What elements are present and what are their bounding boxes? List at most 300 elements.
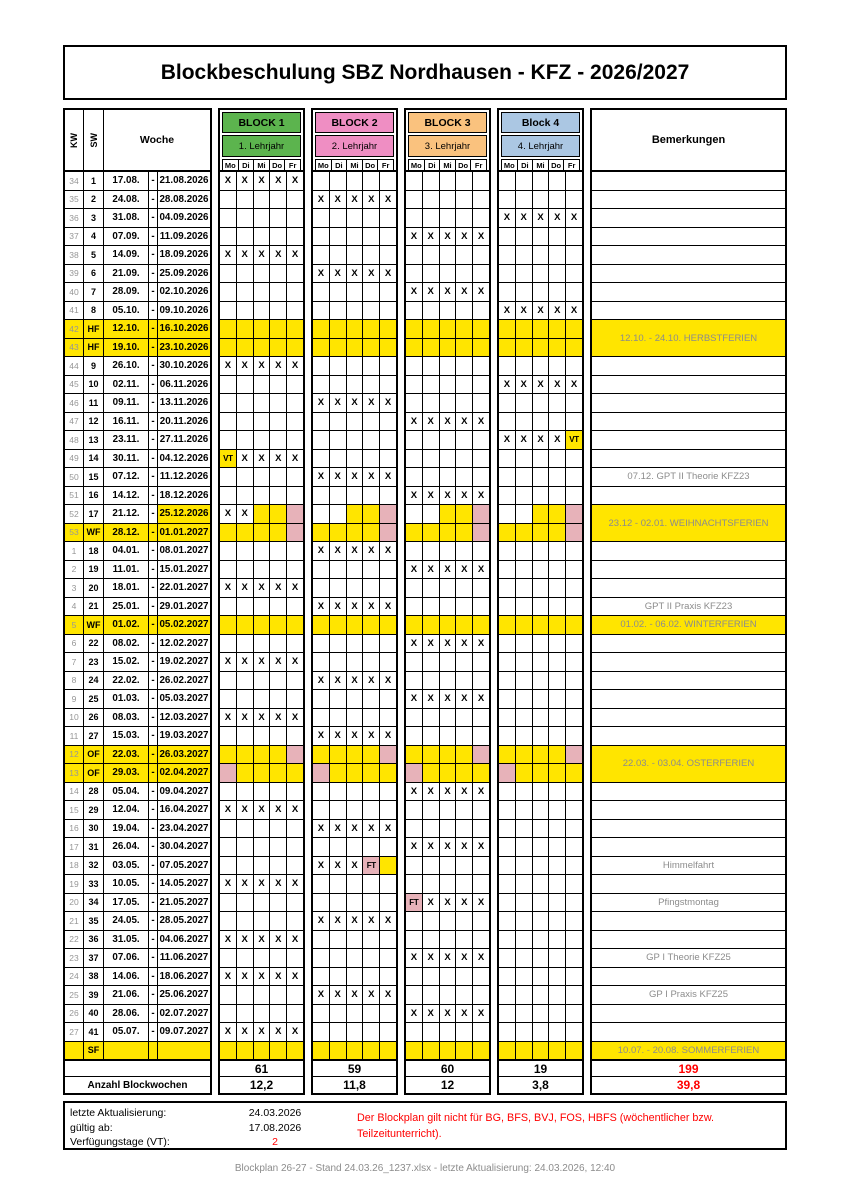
day-cell [533,690,550,709]
table-row [313,709,396,728]
day-cell [566,857,582,876]
day-cell: X [473,487,489,506]
day-cell: X [254,968,271,987]
day-cell [270,209,287,228]
table-row [313,598,396,617]
day-cell [363,283,380,302]
table-row [406,801,489,820]
day-cell [516,912,533,931]
day-cell [499,635,516,654]
day-cell [456,616,473,635]
day-cell [347,709,364,728]
day-cell [254,635,271,654]
valid-from-label: gültig ab: [70,1121,113,1134]
day-cell [533,191,550,210]
day-cell [456,579,473,598]
day-cell: X [287,801,303,820]
table-row [313,1005,396,1024]
kw-cell: 42 [65,320,84,339]
day-cell [237,690,254,709]
valid-from-value: 17.08.2026 [248,1121,302,1134]
week-start-cell: 12.04. [104,801,149,820]
day-cell [499,468,516,487]
table-row [406,468,489,487]
table-row [220,357,303,376]
day-cell [566,505,582,524]
table-row [406,1023,489,1042]
table-row [65,542,210,561]
day-cell [220,431,237,450]
table-row [313,468,396,487]
day-cell [473,394,489,413]
table-row [406,820,489,839]
day-cell [440,820,457,839]
week-end-cell: 07.05.2027 [158,857,210,876]
day-cell [423,450,440,469]
day-cell [254,912,271,931]
day-cell [270,857,287,876]
day-cell [254,524,271,543]
day-cell: X [456,949,473,968]
left-sum-row [65,1060,210,1077]
day-cell: X [270,653,287,672]
date-separator-cell: - [149,376,158,395]
day-header-row [315,159,394,172]
date-separator-cell: - [149,764,158,783]
day-cell: X [440,283,457,302]
day-cell [549,339,566,358]
day-cell [499,561,516,580]
day-cell [363,635,380,654]
day-cell [566,394,582,413]
week-start-cell: 21.12. [104,505,149,524]
sw-cell: 36 [84,931,104,950]
day-cell [270,838,287,857]
sw-cell: WF [84,524,104,543]
table-row [65,413,210,432]
day-cell: X [237,653,254,672]
day-cell [220,598,237,617]
day-cell [566,709,582,728]
table-row [65,838,210,857]
week-start-cell: 28.12. [104,524,149,543]
day-cell [347,524,364,543]
day-cell: X [533,376,550,395]
day-cell: X [313,820,330,839]
table-row [313,505,396,524]
week-start-cell: 24.05. [104,912,149,931]
week-start-cell: 10.05. [104,875,149,894]
day-cell [287,505,303,524]
sw-cell: 29 [84,801,104,820]
day-cell [549,857,566,876]
week-end-cell: 25.06.2027 [158,986,210,1005]
day-cell [347,653,364,672]
table-row [406,857,489,876]
day-cell [549,505,566,524]
day-cell [220,949,237,968]
bemerkung-cell [592,801,785,820]
kw-cell: 48 [65,431,84,450]
table-row [313,487,396,506]
day-cell: X [380,598,396,617]
day-cell [237,949,254,968]
day-cell [380,413,396,432]
day-cell: X [406,561,423,580]
sw-cell: 25 [84,690,104,709]
table-row [499,191,582,210]
bemerkung-cell [592,1023,785,1042]
day-cell [516,820,533,839]
day-cell: X [237,709,254,728]
day-cell [456,394,473,413]
day-cell [473,1042,489,1061]
sw-cell: 30 [84,820,104,839]
day-cell: X [254,1023,271,1042]
kw-cell: 26 [65,1005,84,1024]
day-cell [237,672,254,691]
day-cell [237,228,254,247]
week-end-cell: 16.10.2026 [158,320,210,339]
table-row [499,320,582,339]
day-cell [516,246,533,265]
table-row [499,339,582,358]
day-cell: X [456,228,473,247]
week-end-cell: 14.05.2027 [158,875,210,894]
day-cell: X [423,1005,440,1024]
table-row [220,912,303,931]
table-row [313,690,396,709]
week-end-cell: 01.01.2027 [158,524,210,543]
page-title: Blockbeschulung SBZ Nordhausen - KFZ - 2026/2027 [63,45,787,100]
day-cell [456,746,473,765]
day-cell [347,838,364,857]
day-cell [254,894,271,913]
table-row [499,283,582,302]
table-row [220,1023,303,1042]
day-cell [406,709,423,728]
day-cell [313,283,330,302]
bemerkung-cell [592,191,785,210]
table-row [65,709,210,728]
day-header-cell: Di [518,159,534,172]
day-cell [406,764,423,783]
kw-cell: 17 [65,838,84,857]
day-cell [270,690,287,709]
week-end-cell [158,1042,210,1061]
day-cell [456,302,473,321]
block-weeks: 12 [440,1078,455,1092]
day-cell [549,783,566,802]
day-cell [237,598,254,617]
day-cell [406,616,423,635]
day-cell [380,357,396,376]
week-end-cell: 28.08.2026 [158,191,210,210]
day-cell [237,376,254,395]
week-start-cell: 08.03. [104,709,149,728]
day-cell [440,875,457,894]
kw-cell: 9 [65,690,84,709]
date-separator-cell [149,1042,158,1061]
week-start-cell: 25.01. [104,598,149,617]
day-cell: X [566,302,582,321]
day-cell [566,801,582,820]
sw-header-label: SW [88,132,99,148]
bemerkung-cell: 12.10. - 24.10. HERBSTFERIEN [592,320,785,357]
week-end-cell: 06.11.2026 [158,376,210,395]
week-end-cell: 26.02.2027 [158,672,210,691]
day-cell [313,413,330,432]
blockplan-table [63,108,787,1095]
day-cell [347,357,364,376]
day-cell [516,450,533,469]
day-cell [533,1042,550,1061]
week-end-cell: 18.09.2026 [158,246,210,265]
day-cell [330,376,347,395]
sw-cell: 34 [84,894,104,913]
day-cell [380,746,396,765]
table-row [65,746,210,765]
day-cell [287,912,303,931]
day-cell: X [473,838,489,857]
table-row [499,857,582,876]
day-cell [347,616,364,635]
day-cell [254,690,271,709]
table-row [499,524,582,543]
day-cell [406,209,423,228]
table-row [220,1005,303,1024]
day-cell [516,949,533,968]
day-cell [456,320,473,339]
table-row [313,542,396,561]
date-separator-cell: - [149,746,158,765]
day-cell [313,690,330,709]
day-cell [330,635,347,654]
day-cell [549,949,566,968]
table-row [313,431,396,450]
table-row [65,228,210,247]
kw-cell: 20 [65,894,84,913]
table-row [220,413,303,432]
day-cell [270,487,287,506]
table-row [313,764,396,783]
week-start-cell: 12.10. [104,320,149,339]
table-row [499,709,582,728]
week-start-cell: 23.11. [104,431,149,450]
day-cell [237,468,254,487]
day-cell: X [549,376,566,395]
day-cell [363,690,380,709]
day-cell [473,709,489,728]
day-cell [220,783,237,802]
day-cell [270,561,287,580]
block-rows [220,172,303,1060]
day-cell [237,838,254,857]
day-cell [270,505,287,524]
bemerkung-cell: GPT II Praxis KFZ23 [592,598,785,617]
table-row [313,912,396,931]
date-separator-cell: - [149,320,158,339]
table-row [406,783,489,802]
day-cell: X [270,246,287,265]
table-row [313,672,396,691]
day-cell [440,394,457,413]
table-row [499,801,582,820]
table-row [499,746,582,765]
block-rows [406,172,489,1060]
day-cell: X [363,598,380,617]
table-row [65,894,210,913]
day-cell [237,635,254,654]
day-cell [406,542,423,561]
day-cell [533,579,550,598]
date-separator-cell: - [149,1005,158,1024]
day-cell [313,709,330,728]
day-cell [254,838,271,857]
block-header [499,110,582,172]
day-cell [440,172,457,191]
day-cell: FT [363,857,380,876]
table-row [220,228,303,247]
day-cell [566,616,582,635]
day-cell [220,339,237,358]
sw-cell: 41 [84,1023,104,1042]
day-cell [456,727,473,746]
table-row [406,690,489,709]
kw-cell: 23 [65,949,84,968]
day-cell [254,783,271,802]
table-row [220,672,303,691]
day-cell [473,801,489,820]
day-cell: X [270,801,287,820]
kw-cell: 8 [65,672,84,691]
day-cell [566,931,582,950]
day-cell [313,931,330,950]
kw-cell: 37 [65,228,84,247]
table-row [499,1042,582,1061]
sw-cell: 19 [84,561,104,580]
day-cell [549,283,566,302]
week-start-cell: 04.01. [104,542,149,561]
day-cell [440,616,457,635]
day-cell [440,468,457,487]
day-cell: X [566,209,582,228]
day-cell: X [220,357,237,376]
day-cell [499,357,516,376]
day-cell [566,1023,582,1042]
kw-cell: 46 [65,394,84,413]
day-cell [566,357,582,376]
bem-rows [592,172,785,1060]
day-cell [406,450,423,469]
day-cell: X [406,1005,423,1024]
day-cell: X [313,265,330,284]
day-cell [237,283,254,302]
table-row [313,838,396,857]
day-cell: X [287,875,303,894]
day-cell [254,727,271,746]
sw-cell: 15 [84,468,104,487]
kw-cell: 5 [65,616,84,635]
day-cell: X [347,857,364,876]
week-end-cell: 11.12.2026 [158,468,210,487]
day-cell [533,357,550,376]
day-header-cell: Do [456,159,472,172]
date-separator-cell: - [149,949,158,968]
day-cell [254,764,271,783]
day-cell: X [270,709,287,728]
kw-cell: 2 [65,561,84,580]
table-row [313,820,396,839]
day-cell [499,1005,516,1024]
table-row [65,468,210,487]
date-separator-cell: - [149,727,158,746]
kw-cell: 25 [65,986,84,1005]
day-cell [499,838,516,857]
day-cell [473,764,489,783]
day-cell [473,986,489,1005]
block-weeks: 3,8 [532,1078,549,1092]
day-cell: X [330,468,347,487]
table-row [220,801,303,820]
day-cell: X [406,635,423,654]
bemerkung-cell [592,838,785,857]
document-footer: Blockplan 26-27 - Stand 24.03.26_1237.xlsx - letzte Aktualisierung: 24.03.2026, 12:40 [234,1163,616,1174]
day-cell [313,228,330,247]
day-cell [499,894,516,913]
day-cell: X [270,875,287,894]
day-cell [533,228,550,247]
day-cell [423,376,440,395]
day-cell: X [313,468,330,487]
day-cell [423,542,440,561]
day-cell [499,228,516,247]
table-row [65,931,210,950]
day-cell [423,505,440,524]
table-row [313,283,396,302]
day-cell [330,653,347,672]
table-row [406,283,489,302]
day-cell [347,376,364,395]
sw-cell: HF [84,339,104,358]
sw-cell: 4 [84,228,104,247]
day-cell [330,1023,347,1042]
bemerkung-cell [592,1005,785,1024]
day-cell: X [423,949,440,968]
block-group-4 [497,108,584,1095]
week-end-cell: 05.02.2027 [158,616,210,635]
day-cell [423,302,440,321]
day-cell: X [363,820,380,839]
table-row [406,875,489,894]
day-cell [499,394,516,413]
table-row [406,579,489,598]
day-cell: X [423,894,440,913]
day-cell: X [516,209,533,228]
day-cell [220,857,237,876]
date-separator-cell: - [149,931,158,950]
table-row [406,413,489,432]
day-cell [254,487,271,506]
day-cell [549,320,566,339]
date-separator-cell: - [149,635,158,654]
table-row [313,1023,396,1042]
day-cell [363,505,380,524]
day-cell [363,746,380,765]
week-end-cell: 19.03.2027 [158,727,210,746]
day-cell [440,265,457,284]
day-cell [220,894,237,913]
